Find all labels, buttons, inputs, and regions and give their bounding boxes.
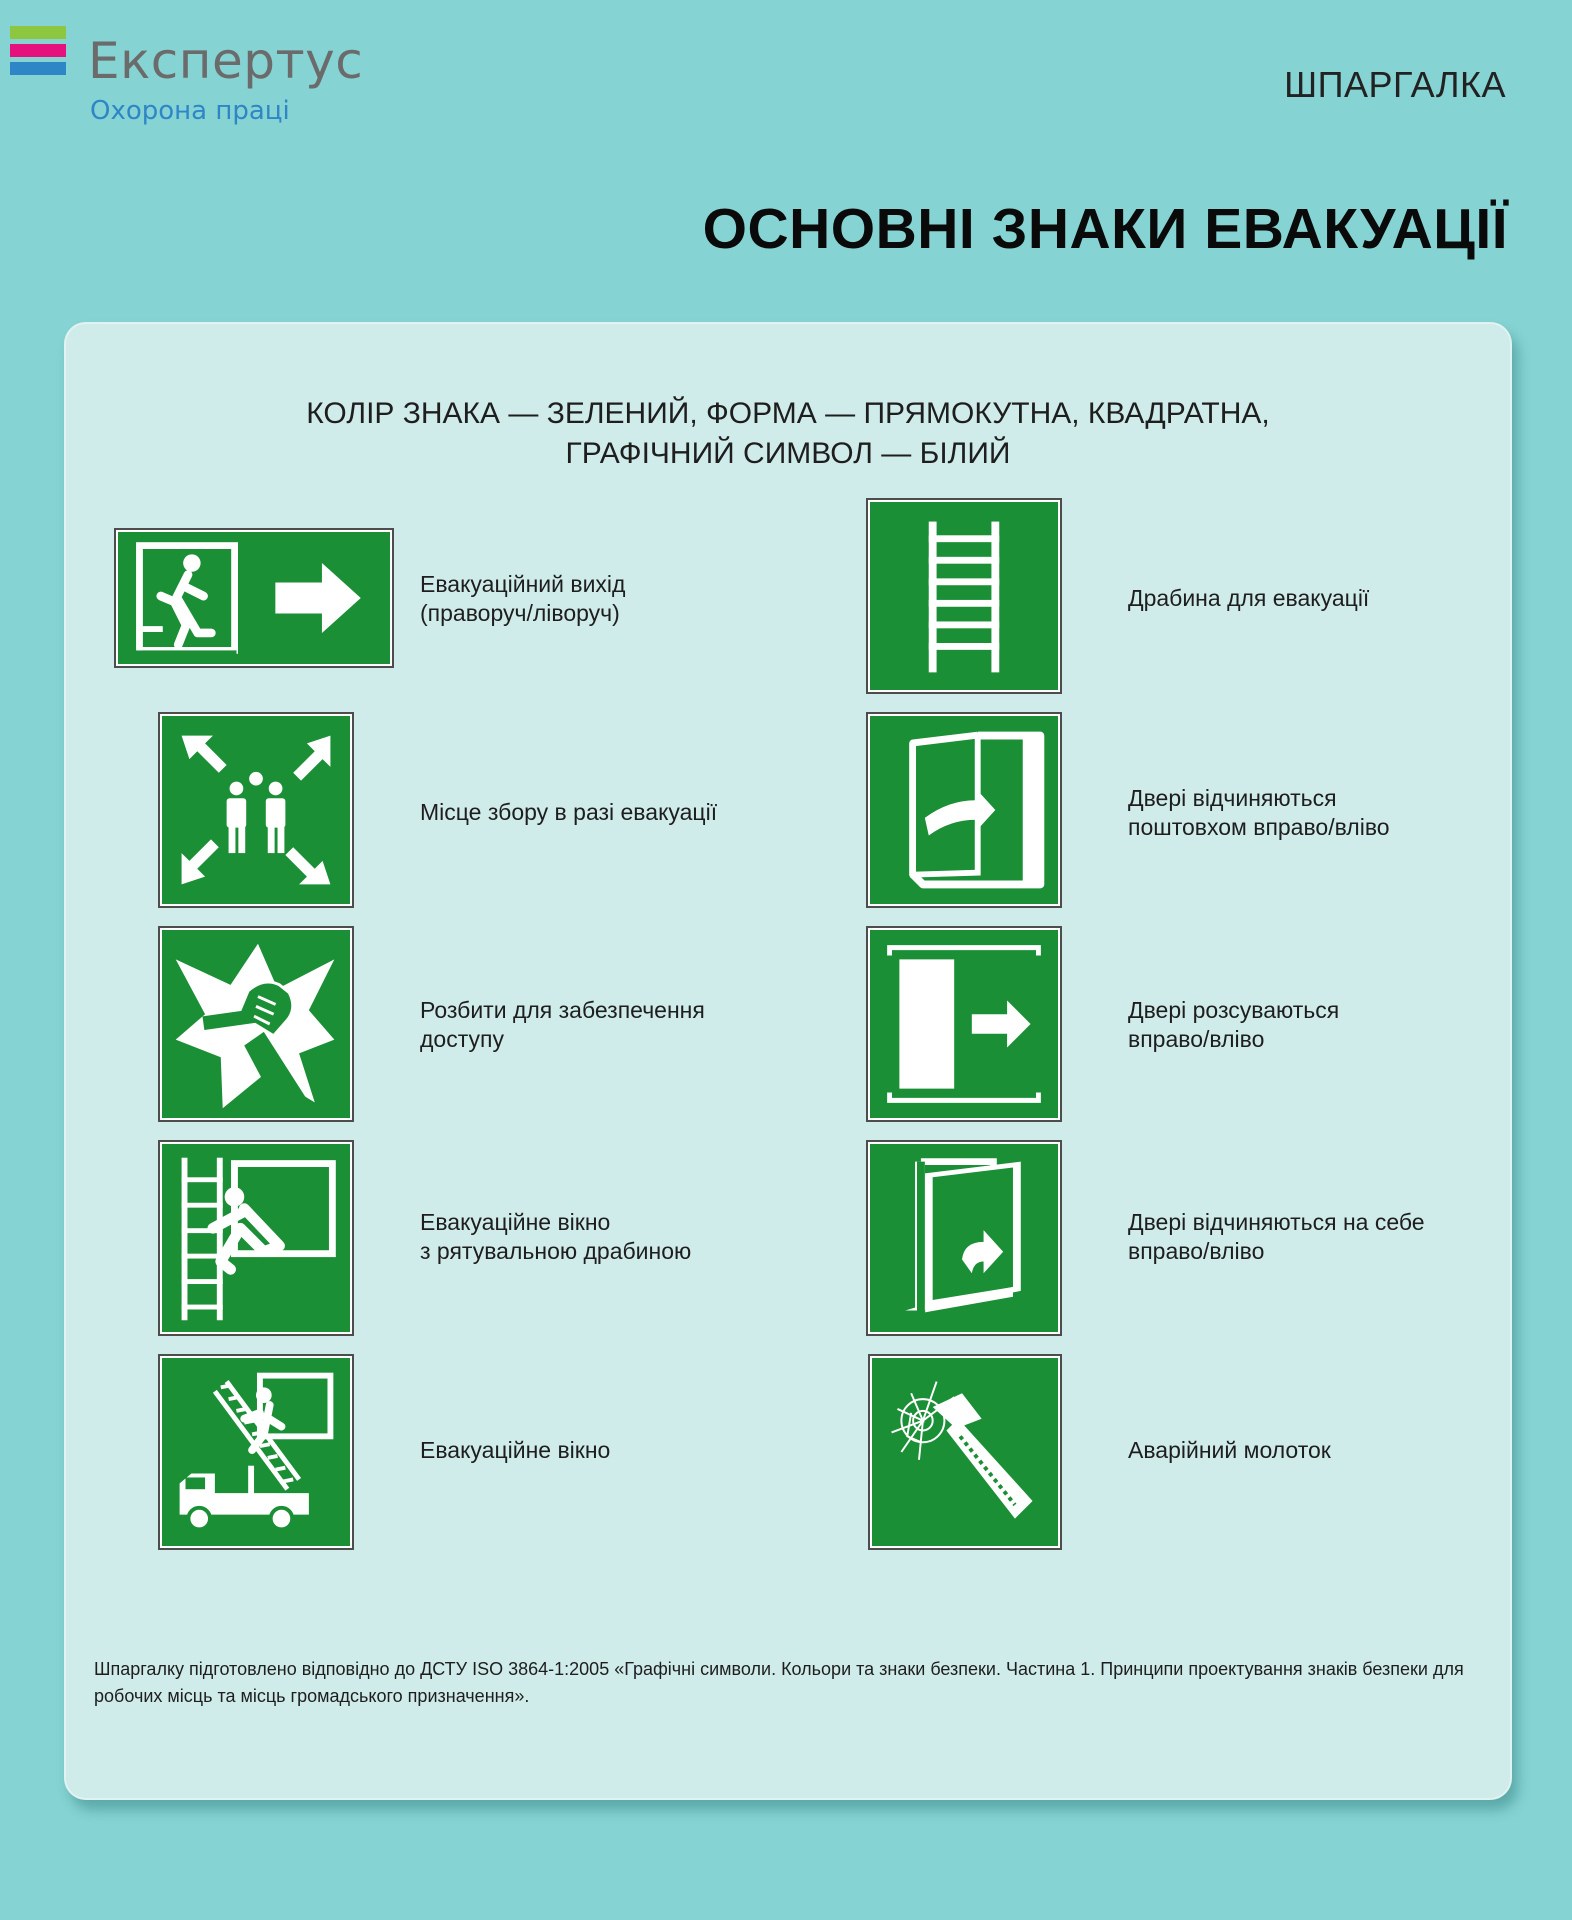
label-line: з рятувальною драбиною bbox=[420, 1238, 692, 1264]
sign-label bbox=[1128, 784, 1468, 842]
sign-evacuation-ladder bbox=[868, 500, 1060, 692]
assembly-point-icon bbox=[162, 716, 350, 904]
window-rescue-ladder-icon bbox=[162, 1144, 350, 1332]
sign-emergency-hammer bbox=[870, 1356, 1060, 1548]
content-panel bbox=[64, 322, 1512, 1800]
brand-name: Експертус bbox=[88, 32, 364, 90]
label-line: Двері відчиняються на себе bbox=[1128, 1209, 1425, 1235]
panel-subtitle-line2: ГРАФІЧНИЙ СИМВОЛ — БІЛИЙ bbox=[565, 437, 1011, 470]
sign-sliding-door bbox=[868, 928, 1060, 1120]
sign-label bbox=[420, 996, 760, 1054]
label-line: Двері відчиняються bbox=[1128, 785, 1337, 811]
logo-stripes-icon bbox=[10, 26, 66, 80]
label-line: Евакуаційний вихід bbox=[420, 571, 626, 597]
label-line: (праворуч/ліворуч) bbox=[420, 600, 620, 626]
break-to-access-icon bbox=[162, 930, 350, 1118]
emergency-exit-icon bbox=[118, 532, 390, 664]
footnote: Шпаргалку підготовлено відповідно до ДСТУ ISO 3864-1:2005 «Графічні символи. Кольори та знаки безпеки. Частина 1. Принципи проектування знаків безпеки для робочих місць та місць громадського призначення». bbox=[94, 1659, 1464, 1706]
label-line: Евакуаційне вікно bbox=[420, 1209, 611, 1235]
evacuation-window-icon bbox=[162, 1358, 350, 1546]
door-pull-icon bbox=[870, 1144, 1058, 1332]
sign-label bbox=[1128, 1436, 1468, 1465]
sign-label bbox=[1128, 584, 1468, 613]
sign-emergency-exit bbox=[116, 530, 392, 666]
sign-assembly-point bbox=[160, 714, 352, 906]
label-line: Двері розсуваються bbox=[1128, 997, 1340, 1023]
sign-label bbox=[420, 570, 760, 628]
label-line: Місце збору в разі евакуації bbox=[420, 799, 718, 825]
panel-subtitle-line1: КОЛІР ЗНАКА — ЗЕЛЕНИЙ, ФОРМА — ПРЯМОКУТНА, КВАДРАТНА, bbox=[306, 397, 1270, 430]
sign-label bbox=[1128, 996, 1468, 1054]
evacuation-ladder-icon bbox=[870, 502, 1058, 690]
door-push-icon bbox=[870, 716, 1058, 904]
page-title: ОСНОВНІ ЗНАКИ ЕВАКУАЦІЇ bbox=[702, 197, 1508, 261]
label-line: поштовхом вправо/вліво bbox=[1128, 814, 1390, 840]
sign-label bbox=[420, 1436, 760, 1465]
sign-label bbox=[420, 798, 760, 827]
emergency-hammer-icon bbox=[872, 1358, 1058, 1546]
sign-door-pull bbox=[868, 1142, 1060, 1334]
label-line: доступу bbox=[420, 1026, 504, 1052]
category-label: ШПАРГАЛКА bbox=[1284, 64, 1506, 105]
label-line: вправо/вліво bbox=[1128, 1238, 1265, 1264]
brand-logo bbox=[10, 24, 364, 134]
label-line: Драбина для евакуації bbox=[1128, 585, 1370, 611]
label-line: Аварійний молоток bbox=[1128, 1437, 1331, 1463]
label-line: Розбити для забезпечення bbox=[420, 997, 705, 1023]
label-line: Евакуаційне вікно bbox=[420, 1437, 611, 1463]
label-line: вправо/вліво bbox=[1128, 1026, 1265, 1052]
sign-door-push bbox=[868, 714, 1060, 906]
brand-subtitle: Охорона праці bbox=[90, 96, 290, 126]
sliding-door-icon bbox=[870, 930, 1058, 1118]
sign-window-rescue-ladder bbox=[160, 1142, 352, 1334]
sign-break-to-access bbox=[160, 928, 352, 1120]
sign-label bbox=[420, 1208, 760, 1266]
sign-label bbox=[1128, 1208, 1468, 1266]
sign-evacuation-window bbox=[160, 1356, 352, 1548]
